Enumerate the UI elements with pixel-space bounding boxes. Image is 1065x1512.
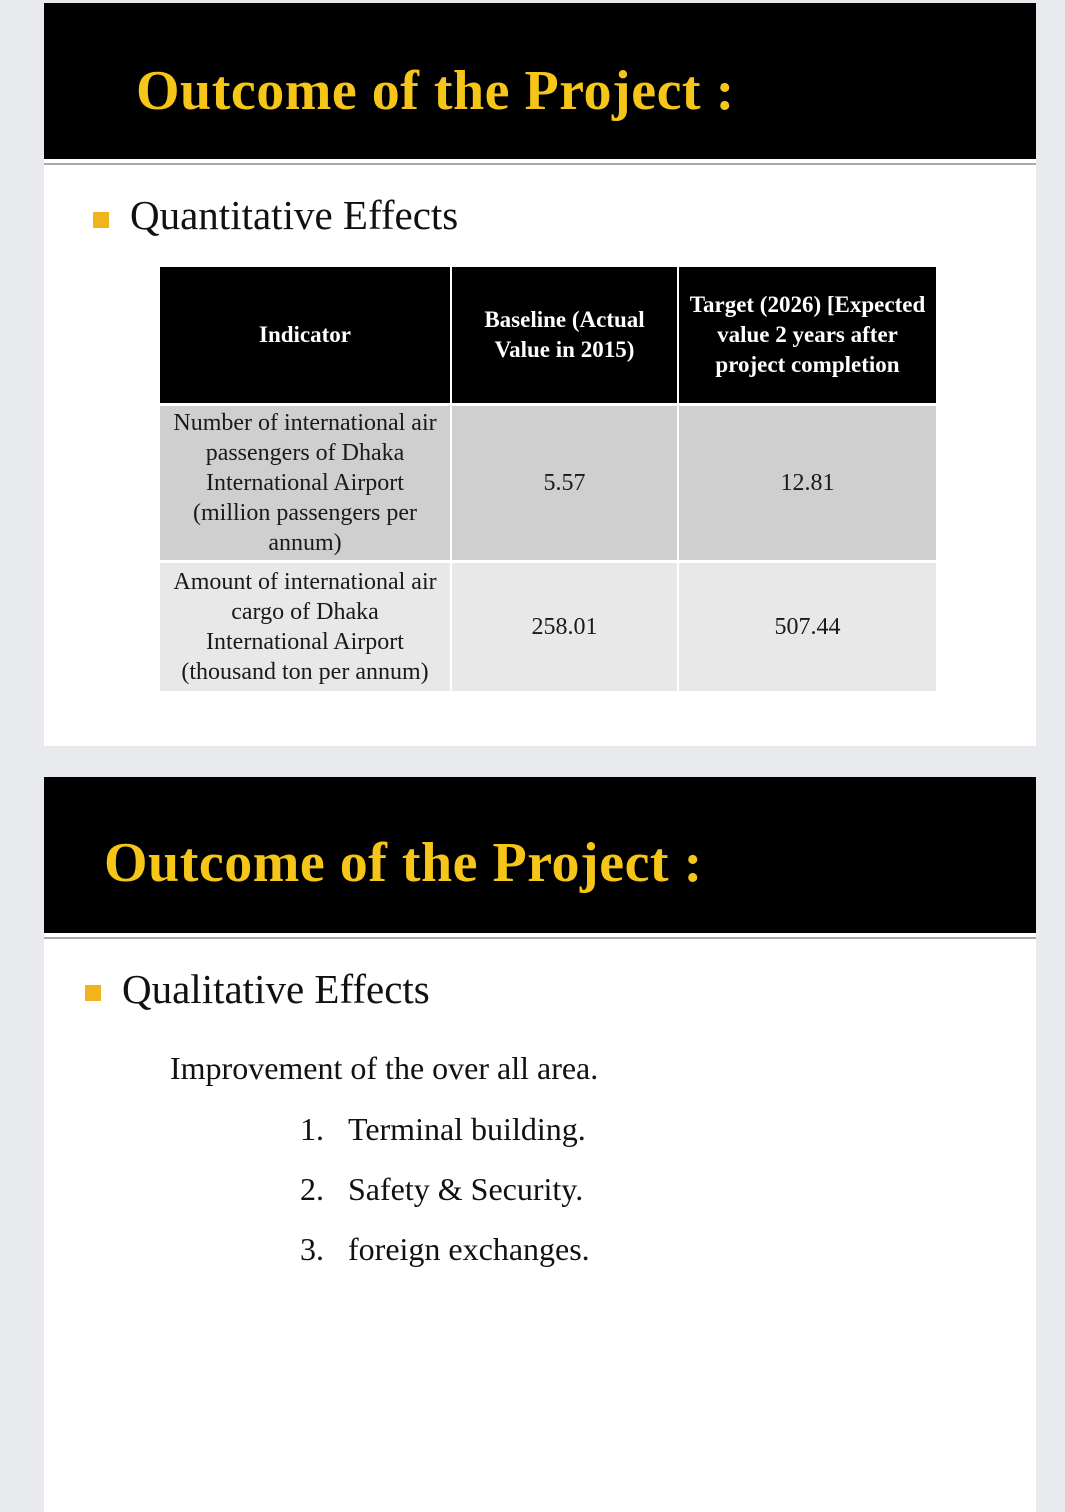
list-number: 3. bbox=[300, 1231, 324, 1267]
header-target: Target (2026) [Expected value 2 years after project completion bbox=[678, 267, 936, 405]
list-item bbox=[300, 1109, 590, 1169]
intro-text: Improvement of the over all area. bbox=[170, 1050, 599, 1086]
slide-title: Outcome of the Project : bbox=[104, 832, 703, 894]
table-header-row bbox=[160, 267, 936, 405]
target-cell: 12.81 bbox=[678, 405, 936, 562]
title-divider bbox=[44, 937, 1036, 939]
header-indicator: Indicator bbox=[160, 267, 451, 405]
outcome-table bbox=[160, 267, 936, 691]
baseline-cell: 5.57 bbox=[451, 405, 678, 562]
title-bar bbox=[44, 777, 1036, 933]
title-bar bbox=[44, 3, 1036, 159]
header-baseline: Baseline (Actual Value in 2015) bbox=[451, 267, 678, 405]
list-number: 2. bbox=[300, 1171, 324, 1207]
title-divider bbox=[44, 163, 1036, 165]
section-heading: Quantitative Effects bbox=[130, 192, 459, 238]
list-item bbox=[300, 1229, 590, 1289]
list-item-text: Terminal building. bbox=[348, 1111, 586, 1147]
effects-list bbox=[300, 1109, 590, 1289]
slide-title: Outcome of the Project : bbox=[136, 60, 735, 122]
target-cell: 507.44 bbox=[678, 562, 936, 692]
list-item-text: Safety & Security. bbox=[348, 1171, 584, 1207]
square-bullet-icon bbox=[85, 985, 101, 1001]
list-item-text: foreign exchanges. bbox=[348, 1231, 590, 1267]
table-row bbox=[160, 405, 936, 562]
slide-qualitative bbox=[44, 777, 1036, 1512]
slide-quantitative bbox=[44, 3, 1036, 746]
list-item bbox=[300, 1169, 590, 1229]
indicator-cell: Amount of international air cargo of Dhaka International Airport (thousand ton per annum) bbox=[160, 562, 451, 692]
baseline-cell: 258.01 bbox=[451, 562, 678, 692]
square-bullet-icon bbox=[93, 212, 109, 228]
indicator-cell: Number of international air passengers of Dhaka International Airport (million passengers per annum) bbox=[160, 405, 451, 562]
list-number: 1. bbox=[300, 1111, 324, 1147]
section-heading: Qualitative Effects bbox=[122, 966, 430, 1012]
table-row bbox=[160, 562, 936, 692]
